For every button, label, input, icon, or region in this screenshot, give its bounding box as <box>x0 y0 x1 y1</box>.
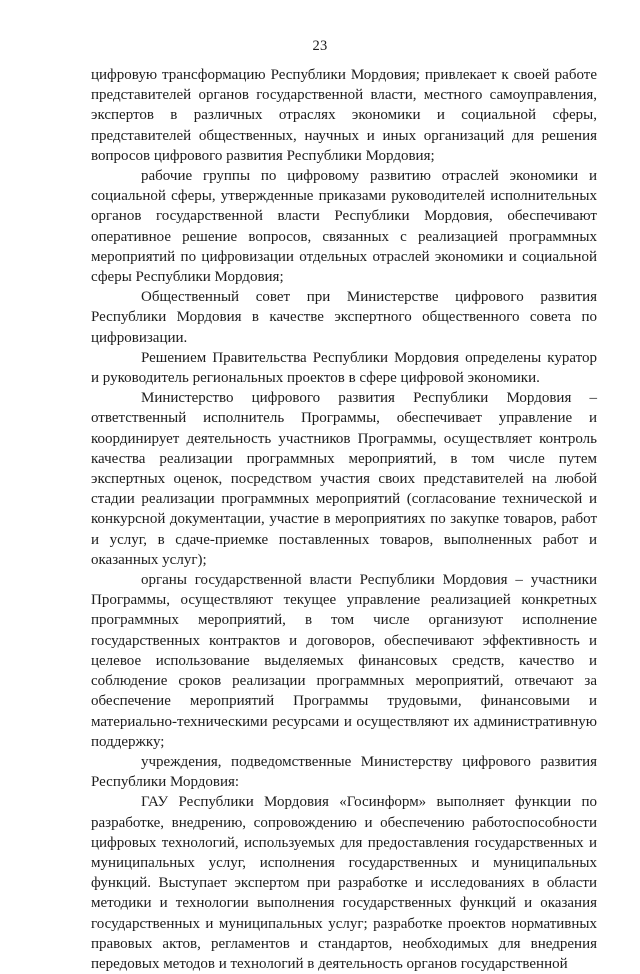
paragraph-4: Решением Правительства Республики Мордовия определены куратор и руководитель региональных проектов в сфере цифровой экономики. <box>91 349 597 387</box>
paragraph-7: учреждения, подведомственные Министерству цифрового развития Республики Мордовия: <box>91 753 597 791</box>
paragraph-2: рабочие группы по цифровому развитию отраслей экономики и социальной сферы, утвержденные приказами руководителей исполнительных органов государственной власти Республики Мордовия, обеспечивают оперативное решение вопросов, связанных с реализацией программных мероприятий по цифровизации отдельных отраслей экономики и социальной сферы Республики Мордовия; <box>91 168 597 286</box>
paragraph-6: органы государственной власти Республики Мордовия – участники Программы, осуществляют текущее управление реализацией конкретных программных мероприятий, в том числе организуют исполнение государственных контрактов и договоров, обеспечивают эффективность и целевое использование выделяемых финансовых средств, качество и соблюдение сроков реализации программных мероприятий, отвечают за обеспечение мероприятий Программы трудовыми, финансовыми и материально-техническими ресурсами и осуществляют их административную поддержку; <box>91 572 597 750</box>
paragraph-1: цифровую трансформацию Республики Мордовия; привлекает к своей работе представителей органов государственной власти, местного самоуправления, экспертов в различных отраслях экономики и социальной сферы, представителей общественных, научных и иных организаций для решения вопросов цифрового развития Республики Мордовия; <box>91 67 597 164</box>
paragraph-3: Общественный совет при Министерстве цифрового развития Республики Мордовия в качестве экспертного общественного совета по цифровизации. <box>91 289 597 346</box>
paragraph-5: Министерство цифрового развития Республики Мордовия – ответственный исполнитель Программы, обеспечивает управление и координирует деятельность участников Программы, осуществляет контроль качества реализации программных мероприятий, в том числе путем экспертных оценок, посредством участия своих представителей на любой стадии реализации программных мероприятий (согласование технической и конкурсной документации, участие в мероприятиях по закупке товаров, работ и услуг, в сдаче-приемке поставленных товаров, выполненных работ и оказанных услуг); <box>91 390 597 568</box>
page-number: 23 <box>312 38 328 54</box>
document-body <box>91 65 597 974</box>
paragraph-8: ГАУ Республики Мордовия «Госинформ» выполняет функции по разработке, внедрению, сопровождению и обеспечению работоспособности цифровых технологий, используемых для предоставления государственных и муниципальных услуг, исполнения государственных и муниципальных функций. Выступает экспертом при разработке и исследованиях в области методики и технологии выполнения государственных функций и оказания государственных и муниципальных услуг; разработке проектов нормативных правовых актов, регламентов и стандартов, необходимых для внедрения передовых методов и технологий в деятельность органов государственной <box>91 794 597 972</box>
